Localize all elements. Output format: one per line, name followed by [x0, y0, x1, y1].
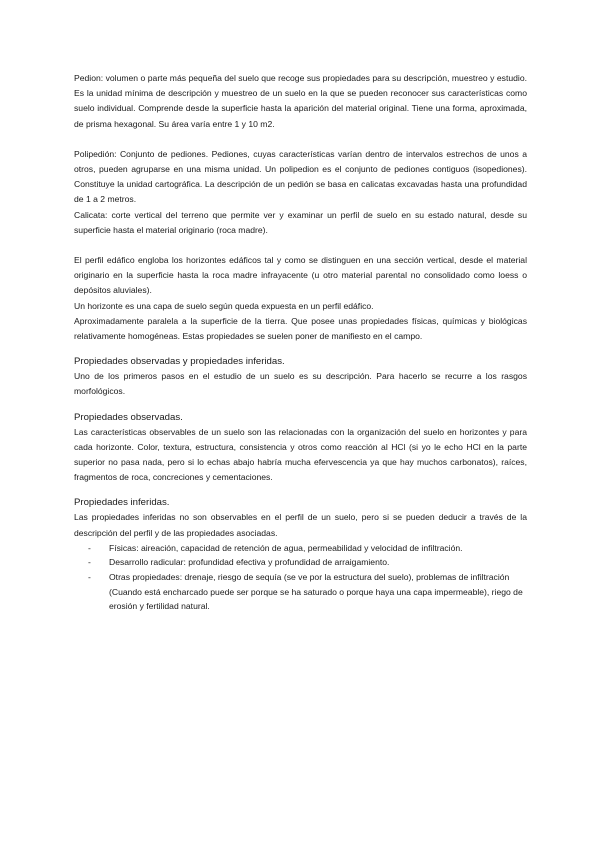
pedion-paragraph: Pedion: volumen o parte más pequeña del suelo que recoge sus propiedades para su descripción, muestreo y estudio. Es la unidad mínima de descripción y muestreo de un suelo en la que se pueden reconocer sus características como suelo individual. Comprende desde la superficie hasta la aparición del material original. Tiene una forma, aproximada, de prisma hexagonal. Su área varía entre 1 y 10 m2. [74, 73, 527, 129]
section-text-inferidas: Las propiedades inferidas no son observables en el perfil de un suelo, pero si se pueden deducir a través de la descripción del perfil y de las propiedades asociadas. [74, 512, 527, 538]
horizonte-properties: Aproximadamente paralela a la superficie de la tierra. Que posee unas propiedades físicas, químicas y biológicas relativamente homogéneas. Estas propiedades se suelen poner de manifiesto en el campo. [74, 315, 527, 342]
section-heading-inferidas: Propiedades inferidas. [74, 497, 170, 509]
polipedion-paragraph: Polipedión: Conjunto de pediones. Pediones, cuyas características varían dentro de intervalos estrechos de unos a otros, pueden agruparse en una misma unidad. Un polipedion es el conjunto de pediones contiguos (isopediones). Constituye la unidad cartográfica. La descripción de un pedión se basa en calicatas excavadas hasta una profundidad de 1 a 2 metros. [74, 148, 527, 205]
list-item [88, 541, 527, 556]
dash-bullet: - [88, 572, 91, 583]
list-item-text: Otras propiedades: drenaje, riesgo de sequía (se ve por la estructura del suelo), problemas de infiltración (Cuando está encharcado puede ser porque se ha saturado o porque haya una capa impermeable), riego de erosión y fertilidad natural. [109, 572, 523, 612]
list-item-text: Desarrollo radicular: profundidad efectiva y profundidad de arraigamiento. [109, 557, 390, 568]
inferred-properties-list [74, 541, 527, 614]
calicata-paragraph: Calicata: corte vertical del terreno que permite ver y examinar un perfil de suelo en su estado natural, desde su superficie hasta el material originario (roca madre). [74, 209, 527, 235]
list-item-text: Físicas: aireación, capacidad de retención de agua, permeabilidad y velocidad de infiltración. [109, 542, 463, 553]
dash-bullet: - [88, 557, 91, 568]
list-item [88, 555, 527, 570]
horizonte-definition: Un horizonte es una capa de suelo según queda expuesta en un perfil edáfico. [74, 300, 374, 311]
section-heading-observadas-inferidas: Propiedades observadas y propiedades inferidas. [74, 356, 285, 368]
list-item [88, 570, 527, 614]
perfil-paragraph: El perfil edáfico engloba los horizontes edáficos tal y como se distinguen en una sección vertical, desde el material originario en la superficie hasta la roca madre infrayacente (u otro material parental no consolidado como loess o depósitos aluviales). [74, 255, 527, 296]
section-heading-observadas: Propiedades observadas. [74, 411, 183, 423]
section-text-observadas-inferidas: Uno de los primeros pasos en el estudio de un suelo es su descripción. Para hacerlo se recurre a los rasgos morfológicos. [74, 371, 527, 397]
dash-bullet: - [88, 542, 91, 553]
section-text-observadas: Las características observables de un suelo son las relacionadas con la organización del suelo en horizontes y para cada horizonte. Color, textura, estructura, consistencia y otros como reacción al HCl (si yo le echo HCl en la parte superior no pasa nada, pero si lo echas abajo habría mucha efervescencia ya que hay muchos carbonatos), raíces, fragmentos de roca, concreciones y cementaciones. [74, 426, 527, 483]
